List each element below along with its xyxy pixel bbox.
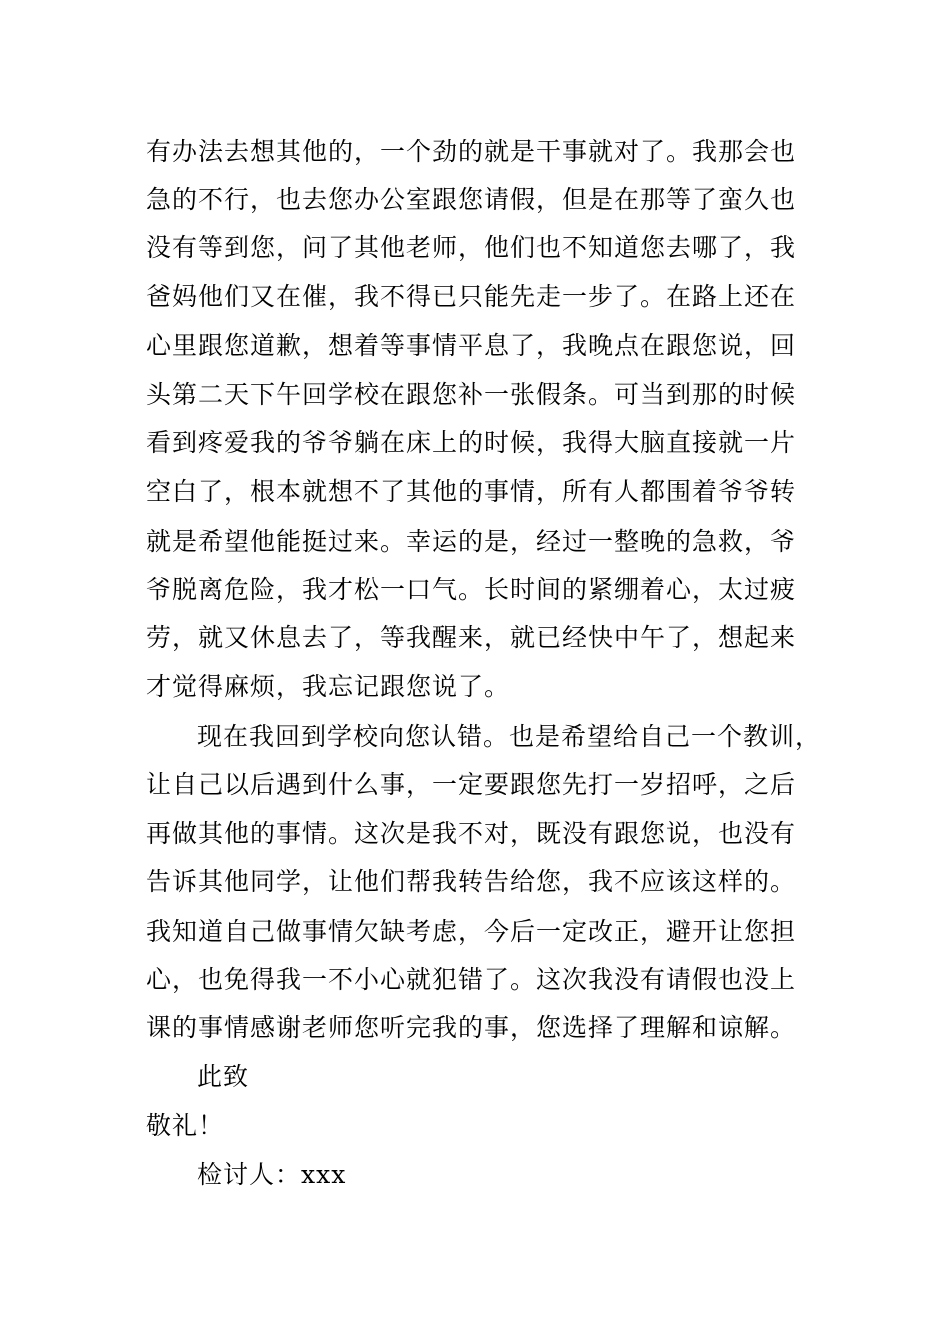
paragraph-line: 我知道自己做事情欠缺考虑，今后一定改正，避开让您担	[146, 917, 797, 946]
closing-regards: 敬礼！	[146, 1111, 225, 1140]
paragraph-line: 看到疼爱我的爷爷躺在床上的时候，我得大脑直接就一片	[146, 428, 797, 457]
paragraph-line: 劳，就又休息去了，等我醒来，就已经快中午了，想起来	[146, 623, 797, 652]
paragraph-line: 才觉得麻烦，我忘记跟您说了。	[146, 672, 511, 701]
paragraph-line: 再做其他的事情。这次是我不对，既没有跟您说，也没有	[146, 819, 797, 848]
paragraph-line: 现在我回到学校向您认错。也是希望给自己一个教训，	[197, 722, 822, 751]
paragraph-line: 爷脱离危险，我才松一口气。长时间的紧绷着心，太过疲	[146, 575, 797, 604]
paragraph-line: 就是希望他能挺过来。幸运的是，经过一整晚的急救，爷	[146, 527, 797, 556]
paragraph-line: 急的不行，也去您办公室跟您请假，但是在那等了蛮久也	[146, 185, 797, 214]
paragraph-line: 让自己以后遇到什么事，一定要跟您先打一岁招呼，之后	[146, 770, 797, 799]
paragraph-line: 心里跟您道歉，想着等事情平息了，我晚点在跟您说，回	[146, 331, 797, 360]
paragraph-line: 空白了，根本就想不了其他的事情，所有人都围着爷爷转	[146, 477, 797, 506]
paragraph-line: 有办法去想其他的，一个劲的就是干事就对了。我那会也	[146, 137, 797, 166]
paragraph-line: 没有等到您，问了其他老师，他们也不知道您去哪了，我	[146, 233, 797, 262]
paragraph-line: 心，也免得我一不小心就犯错了。这次我没有请假也没上	[146, 965, 797, 994]
paragraph-line: 课的事情感谢老师您听完我的事，您选择了理解和谅解。	[146, 1013, 797, 1042]
paragraph-line: 告诉其他同学，让他们帮我转告给您，我不应该这样的。	[146, 867, 797, 896]
paragraph-line: 头第二天下午回学校在跟您补一张假条。可当到那的时候	[146, 380, 797, 409]
paragraph-line: 爸妈他们又在催，我不得已只能先走一步了。在路上还在	[146, 282, 797, 311]
closing-salutation: 此致	[197, 1062, 250, 1091]
signature-line: 检讨人：xxx	[197, 1160, 347, 1189]
